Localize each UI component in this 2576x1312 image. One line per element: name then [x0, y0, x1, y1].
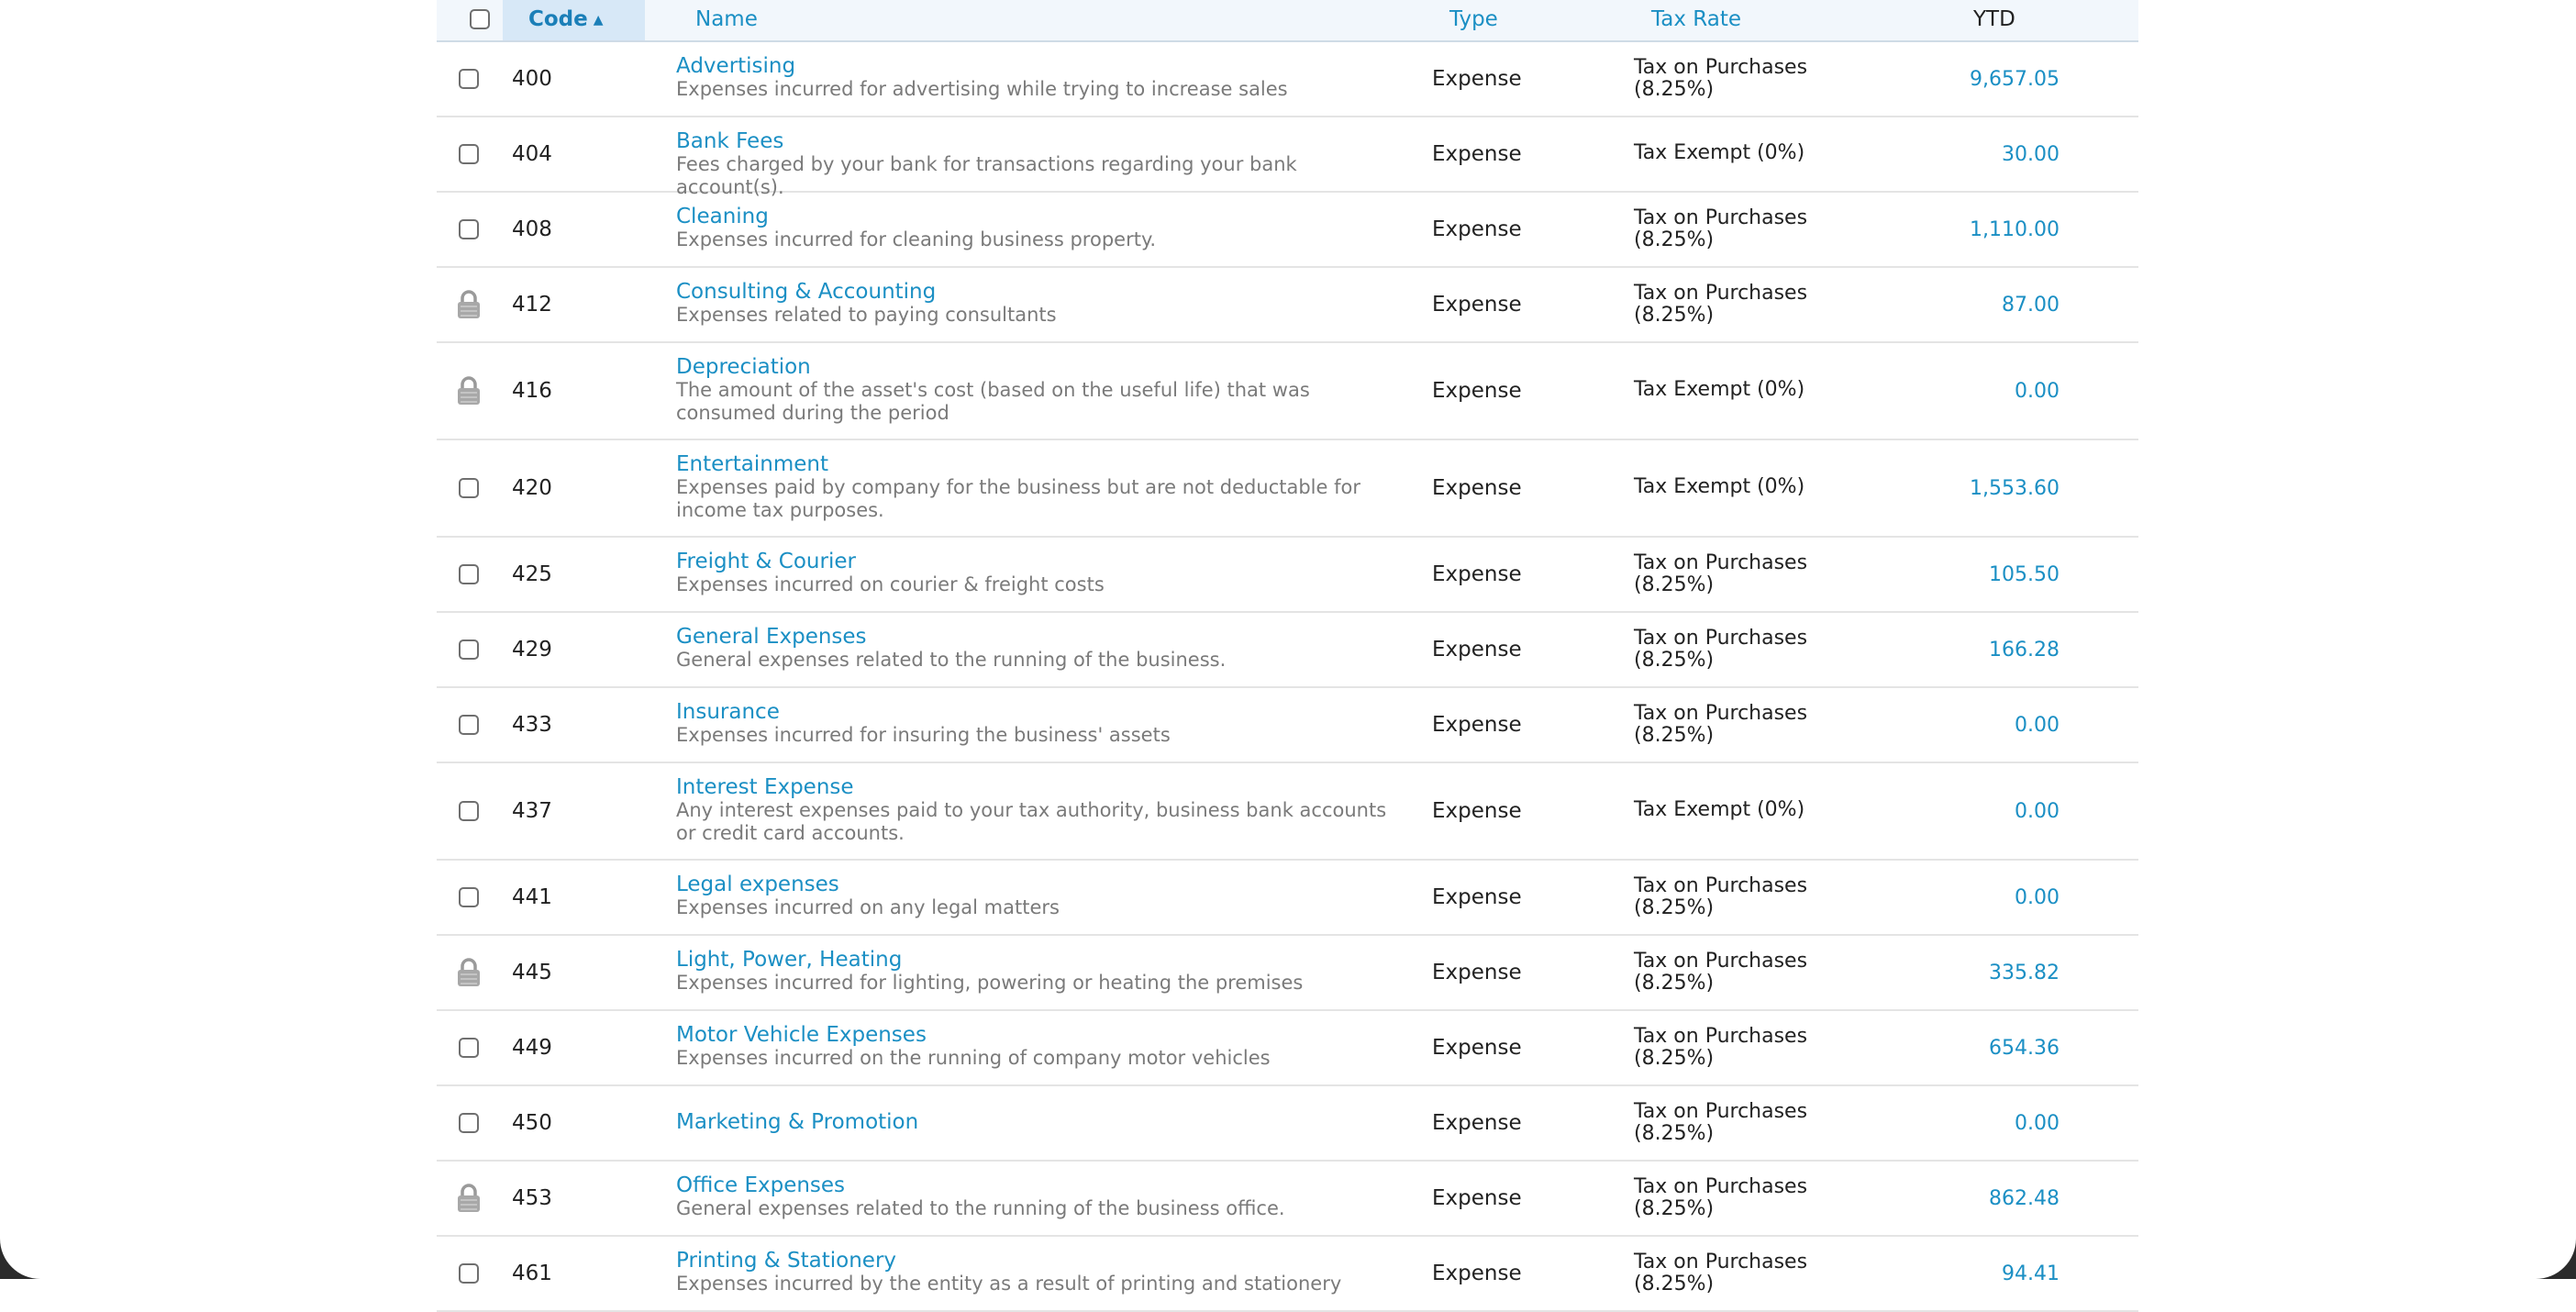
name-column-header[interactable]: Name: [695, 7, 758, 31]
account-name-link[interactable]: Light, Power, Heating: [676, 948, 903, 972]
account-name-block: [676, 130, 1410, 199]
account-code: 429: [512, 638, 552, 662]
account-name-link[interactable]: Marketing & Promotion: [676, 1110, 919, 1134]
account-type: Expense: [1432, 1036, 1522, 1060]
tax-rate: Tax on Purchases (8.25%): [1634, 206, 1808, 251]
ytd-amount-link[interactable]: 654.36: [1989, 1037, 2060, 1060]
row-checkbox[interactable]: [459, 219, 479, 239]
row-checkbox[interactable]: [459, 144, 479, 164]
account-name-link[interactable]: Consulting & Accounting: [676, 280, 937, 304]
account-type: Expense: [1432, 476, 1522, 500]
tax-rate: Tax on Purchases (8.25%): [1634, 551, 1808, 596]
account-name-link[interactable]: Cleaning: [676, 205, 769, 228]
account-name-block: [676, 206, 1410, 251]
table-row: [437, 538, 2138, 613]
table-row: [437, 1086, 2138, 1162]
account-description: Expenses incurred on the running of company motor vehicles: [676, 1047, 1271, 1069]
ytd-amount-link[interactable]: 0.00: [2015, 1112, 2060, 1135]
ytd-amount-link[interactable]: 1,553.60: [1970, 477, 2060, 500]
account-description: General expenses related to the running of the business.: [676, 649, 1227, 671]
account-type: Expense: [1432, 1111, 1522, 1135]
account-code: 449: [512, 1036, 552, 1060]
lock-icon: [457, 1184, 481, 1213]
account-code: 404: [512, 142, 552, 166]
tax-rate: Tax on Purchases (8.25%): [1634, 702, 1808, 747]
ytd-amount-link[interactable]: 0.00: [2015, 886, 2060, 909]
account-type: Expense: [1432, 217, 1522, 241]
ytd-amount-link[interactable]: 862.48: [1989, 1187, 2060, 1210]
row-checkbox[interactable]: [459, 715, 479, 735]
table-row: [437, 1011, 2138, 1086]
code-column-header[interactable]: Code ▲: [528, 7, 604, 31]
account-name-link[interactable]: Advertising: [676, 54, 796, 78]
account-type: Expense: [1432, 1186, 1522, 1210]
account-description: Expenses incurred for lighting, powering or heating the premises: [676, 972, 1304, 994]
account-code: 416: [512, 379, 552, 403]
account-code: 453: [512, 1186, 552, 1210]
tax-rate: Tax on Purchases (8.25%): [1634, 1175, 1808, 1220]
account-name-block: [676, 873, 1410, 919]
account-name-block: [676, 356, 1410, 425]
tax-rate: Tax on Purchases (8.25%): [1634, 874, 1808, 919]
table-row: [437, 42, 2138, 117]
account-type: Expense: [1432, 142, 1522, 166]
tax-rate: Tax on Purchases (8.25%): [1634, 1025, 1808, 1070]
account-name-link[interactable]: Office Expenses: [676, 1173, 846, 1197]
account-name-link[interactable]: Interest Expense: [676, 775, 854, 799]
ytd-column-header[interactable]: YTD: [1973, 7, 2015, 31]
account-description: Any interest expenses paid to your tax authority, business bank accounts or credit card accounts.: [676, 799, 1387, 844]
table-body: [437, 42, 2138, 1312]
select-all-checkbox[interactable]: [470, 9, 490, 29]
account-description: Expenses incurred on any legal matters: [676, 896, 1060, 918]
table-row: [437, 117, 2138, 198]
account-type: Expense: [1432, 799, 1522, 823]
account-description: Fees charged by your bank for transactions regarding your bank account(s).: [676, 153, 1297, 198]
table-row: [437, 268, 2138, 343]
ytd-amount-link[interactable]: 335.82: [1989, 962, 2060, 984]
tax-rate: Tax Exempt (0%): [1634, 378, 1805, 401]
account-name-link[interactable]: Entertainment: [676, 452, 828, 476]
row-checkbox[interactable]: [459, 478, 479, 498]
account-code: 433: [512, 713, 552, 737]
ytd-amount-link[interactable]: 1,110.00: [1970, 218, 2060, 241]
account-name-link[interactable]: Depreciation: [676, 355, 811, 379]
table-row: [437, 1237, 2138, 1312]
account-name-link[interactable]: Printing & Stationery: [676, 1249, 897, 1273]
table-row: [437, 193, 2138, 268]
account-description: General expenses related to the running of the business office.: [676, 1197, 1285, 1219]
tax-rate: Tax on Purchases (8.25%): [1634, 627, 1808, 672]
account-description: Expenses incurred for cleaning business property.: [676, 228, 1157, 250]
table-row: [437, 763, 2138, 861]
tax-rate: Tax on Purchases (8.25%): [1634, 1251, 1808, 1295]
tax-rate: Tax on Purchases (8.25%): [1634, 950, 1808, 995]
ytd-amount-link[interactable]: 166.28: [1989, 639, 2060, 662]
table-row: [437, 440, 2138, 538]
row-checkbox[interactable]: [459, 1263, 479, 1284]
account-name-link[interactable]: Freight & Courier: [676, 550, 856, 573]
table-row: [437, 861, 2138, 936]
account-code: 400: [512, 67, 552, 91]
account-name-link[interactable]: Bank Fees: [676, 129, 784, 153]
account-name-block: [676, 55, 1410, 101]
account-code: 412: [512, 293, 552, 317]
account-name-block: [676, 626, 1410, 672]
tax-rate: Tax Exempt (0%): [1634, 141, 1805, 164]
account-type: Expense: [1432, 293, 1522, 317]
row-checkbox[interactable]: [459, 564, 479, 584]
account-description: Expenses related to paying consultants: [676, 304, 1057, 326]
ytd-amount-link[interactable]: 9,657.05: [1970, 68, 2060, 91]
account-code: 425: [512, 562, 552, 586]
account-description: Expenses paid by company for the business but are not deductable for income tax purposes.: [676, 476, 1360, 521]
account-name-block: [676, 1250, 1410, 1295]
tax-rate: Tax Exempt (0%): [1634, 798, 1805, 821]
account-name-link[interactable]: General Expenses: [676, 625, 867, 649]
account-type: Expense: [1432, 562, 1522, 586]
account-type: Expense: [1432, 713, 1522, 737]
account-code: 420: [512, 476, 552, 500]
sort-ascending-icon: ▲: [593, 13, 604, 28]
table-row: [437, 343, 2138, 440]
account-code: 461: [512, 1262, 552, 1285]
type-column-header[interactable]: Type: [1449, 7, 1498, 31]
account-type: Expense: [1432, 379, 1522, 403]
ytd-amount-link[interactable]: 87.00: [2002, 294, 2060, 317]
table-row: [437, 936, 2138, 1011]
account-name-block: [676, 1174, 1410, 1220]
account-name-block: [676, 701, 1410, 747]
account-code: 445: [512, 961, 552, 984]
row-checkbox[interactable]: [459, 69, 479, 89]
accounts-table: [437, 0, 2138, 1312]
account-type: Expense: [1432, 1262, 1522, 1285]
account-description: Expenses incurred on courier & freight costs: [676, 573, 1105, 595]
account-type: Expense: [1432, 961, 1522, 984]
ytd-amount-link[interactable]: 105.50: [1989, 563, 2060, 586]
table-row: [437, 688, 2138, 763]
account-type: Expense: [1432, 67, 1522, 91]
account-code: 441: [512, 885, 552, 909]
row-checkbox[interactable]: [459, 801, 479, 821]
ytd-amount-link[interactable]: 30.00: [2002, 143, 2060, 166]
account-description: The amount of the asset's cost (based on the useful life) that was consumed during the period: [676, 379, 1310, 424]
account-description: Expenses incurred for advertising while trying to increase sales: [676, 78, 1288, 100]
tax-rate: Tax Exempt (0%): [1634, 475, 1805, 498]
account-code: 450: [512, 1111, 552, 1135]
lock-icon: [457, 376, 481, 406]
tax-rate: Tax on Purchases (8.25%): [1634, 282, 1808, 327]
lock-icon: [457, 290, 481, 319]
row-checkbox[interactable]: [459, 1038, 479, 1058]
account-name-block: [676, 1111, 1410, 1134]
account-code: 437: [512, 799, 552, 823]
account-name-block: [676, 550, 1410, 596]
account-type: Expense: [1432, 885, 1522, 909]
ytd-amount-link[interactable]: 0.00: [2015, 714, 2060, 737]
account-name-link[interactable]: Legal expenses: [676, 873, 839, 896]
account-name-block: [676, 949, 1410, 995]
lock-icon: [457, 958, 481, 987]
row-checkbox[interactable]: [459, 639, 479, 660]
ytd-amount-link[interactable]: 0.00: [2015, 800, 2060, 823]
table-header: [437, 0, 2138, 42]
account-code: 408: [512, 217, 552, 241]
account-name-block: [676, 453, 1410, 522]
account-name-block: [676, 281, 1410, 327]
ytd-amount-link[interactable]: 0.00: [2015, 380, 2060, 403]
account-name-link[interactable]: Motor Vehicle Expenses: [676, 1023, 927, 1047]
row-checkbox[interactable]: [459, 887, 479, 907]
account-description: Expenses incurred for insuring the business' assets: [676, 724, 1171, 746]
ytd-amount-link[interactable]: 94.41: [2002, 1262, 2060, 1285]
account-type: Expense: [1432, 638, 1522, 662]
account-name-link[interactable]: Insurance: [676, 700, 780, 724]
table-row: [437, 613, 2138, 688]
tax-rate: Tax on Purchases (8.25%): [1634, 56, 1808, 101]
tax-rate-column-header[interactable]: Tax Rate: [1651, 7, 1741, 31]
account-description: Expenses incurred by the entity as a result of printing and stationery: [676, 1273, 1342, 1295]
row-checkbox[interactable]: [459, 1113, 479, 1133]
table-row: [437, 1162, 2138, 1237]
tax-rate: Tax on Purchases (8.25%): [1634, 1100, 1808, 1145]
account-name-block: [676, 1024, 1410, 1070]
account-name-block: [676, 776, 1410, 845]
